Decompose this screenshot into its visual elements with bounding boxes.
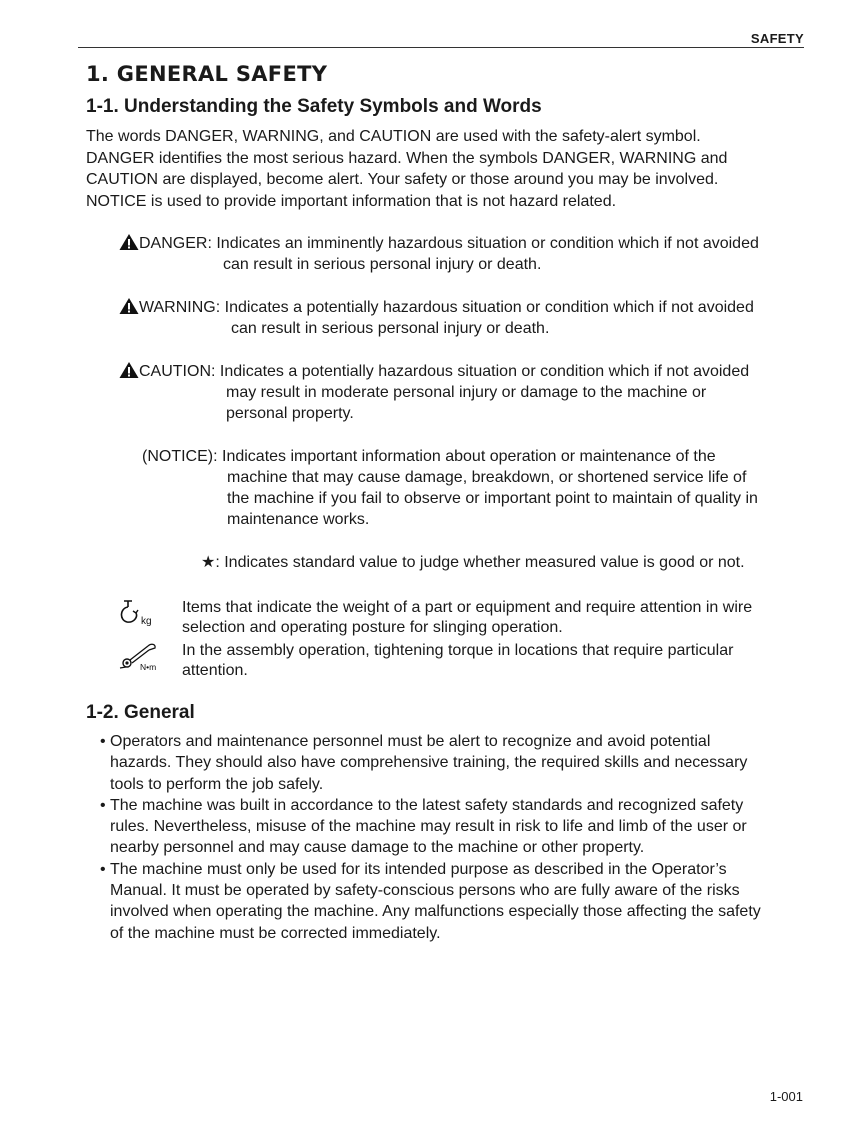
bullet-line: Manual. It must be operated by safety-conscious persons who are fully aware of the risks <box>110 882 740 900</box>
intro-line: DANGER identifies the most serious hazard. When the symbols DANGER, WARNING and <box>86 149 728 167</box>
torque-note-line: attention. <box>182 661 248 679</box>
weight-unit: kg <box>141 616 152 627</box>
intro-line: NOTICE is used to provide important information that is not hazard related. <box>86 192 617 210</box>
danger-definition <box>119 233 759 275</box>
caution-text: personal property. <box>226 405 354 422</box>
bullet-line: rules. Nevertheless, misuse of the machine may result in risk to life and limb of the user or <box>110 818 747 836</box>
bullet-dot: • <box>100 860 106 878</box>
caution-text: Indicates a potentially hazardous situation or condition which if not avoided <box>219 363 750 380</box>
warning-definition <box>119 297 754 339</box>
bullet-dot: • <box>100 733 106 750</box>
hook-weight-icon <box>118 598 162 633</box>
weight-note <box>182 598 752 637</box>
notice-term: (NOTICE): <box>142 448 222 465</box>
caution-term: CAUTION: <box>139 363 220 380</box>
bullet-line: involved when operating the machine. Any malfunctions especially those affecting the safety <box>110 903 761 921</box>
danger-text: Indicates an imminently hazardous situation or condition which if not avoided <box>216 235 759 252</box>
star-definition <box>201 552 745 573</box>
star-text: Indicates standard value to judge whether measured value is good or not. <box>224 554 745 571</box>
list-item <box>100 731 820 795</box>
weight-note-line: selection and operating posture for slinging operation. <box>182 618 563 636</box>
warning-triangle-icon <box>119 233 139 251</box>
list-item <box>100 795 820 859</box>
warning-triangle-icon <box>119 297 139 315</box>
torque-note-line: In the assembly operation, tightening torque in locations that require particular <box>182 642 734 659</box>
notice-text: machine that may cause damage, breakdown, or shortened service life of <box>227 469 747 486</box>
torque-wrench-icon <box>118 640 162 677</box>
bullet-line: nearby personnel and may cause damage to the machine or other property. <box>110 839 645 857</box>
caution-definition <box>119 361 749 424</box>
warning-triangle-icon <box>119 361 139 379</box>
warning-term: WARNING: <box>139 299 225 316</box>
section-heading-1-1: 1-1. Understanding the Safety Symbols and Words <box>86 96 542 117</box>
bullet-line: The machine must only be used for its intended purpose as described in the Operator’s <box>110 860 727 878</box>
torque-unit: N•m <box>140 662 157 672</box>
notice-text: Indicates important information about operation or maintenance of the <box>222 448 716 465</box>
warning-text: Indicates a potentially hazardous situation or condition which if not avoided <box>224 299 754 316</box>
bullet-line: hazards. They should also have comprehensive training, the required skills and necessary <box>110 754 748 772</box>
page-title: 1. GENERAL SAFETY <box>86 62 328 86</box>
caution-text: may result in moderate personal injury or damage to the machine or <box>226 384 707 401</box>
general-bullet-list <box>100 731 820 944</box>
bullet-line: tools to perform the job safely. <box>110 775 324 793</box>
danger-text: can result in serious personal injury or death. <box>223 256 542 273</box>
bullet-line: The machine was built in accordance to the latest safety standards and recognized safety <box>110 796 744 814</box>
torque-note <box>182 641 733 680</box>
bullet-line: Operators and maintenance personnel must be alert to recognize and avoid potential <box>110 733 711 750</box>
notice-definition <box>142 446 758 530</box>
section-heading-1-2: 1-2. General <box>86 702 195 723</box>
intro-paragraph <box>86 126 806 212</box>
warning-text: can result in serious personal injury or death. <box>231 320 550 337</box>
bullet-dot: • <box>100 796 106 814</box>
list-item <box>100 859 820 944</box>
weight-note-line: Items that indicate the weight of a part or equipment and require attention in wire <box>182 599 753 616</box>
bullet-line: of the machine must be corrected immediately. <box>110 924 441 942</box>
notice-text: the machine if you fail to observe or important point to maintain of quality in <box>227 490 758 507</box>
page-number: 1-001 <box>769 1089 803 1104</box>
danger-term: DANGER: <box>139 235 217 252</box>
running-header: SAFETY <box>750 31 804 46</box>
intro-line: CAUTION are displayed, become alert. Your safety or those around you may be involved. <box>86 171 719 188</box>
header-rule <box>78 47 804 48</box>
intro-line: The words DANGER, WARNING, and CAUTION are used with the safety-alert symbol. <box>86 128 701 145</box>
star-term: ★: <box>201 554 225 571</box>
notice-text: maintenance works. <box>227 511 370 528</box>
